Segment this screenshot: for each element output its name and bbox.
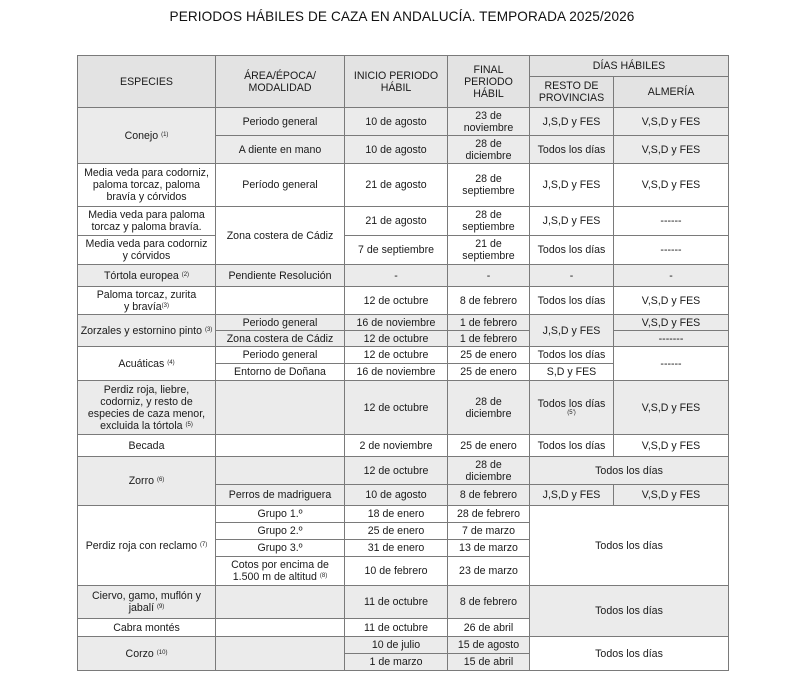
almeria-cell: V,S,D y FES — [614, 287, 729, 315]
table-row — [78, 457, 729, 485]
table-row — [78, 164, 729, 207]
final-cell: 25 de enero — [448, 347, 530, 364]
table-row — [78, 637, 729, 654]
almeria-cell: V,S,D y FES — [614, 485, 729, 506]
resto-cell: Todos los días — [530, 236, 614, 265]
area-cell: Grupo 2.º — [216, 523, 345, 540]
species-cell: Perdiz roja con reclamo $^{(7)}$ — [78, 506, 216, 586]
species-cell: Cabra montés — [78, 619, 216, 637]
almeria-cell: ------ — [614, 207, 729, 236]
final-cell: 28 de diciembre — [448, 457, 530, 485]
species-cell: Acuáticas $^{(4)}$ — [78, 347, 216, 381]
inicio-cell: 12 de octubre — [345, 381, 448, 435]
inicio-cell: 10 de agosto — [345, 485, 448, 506]
final-cell: 28 de febrero — [448, 506, 530, 523]
area-cell: Zona costera de Cádiz — [216, 331, 345, 347]
final-cell: - — [448, 265, 530, 287]
area-cell — [216, 381, 345, 435]
species-cell: Media veda para codorniz y córvidos — [78, 236, 216, 265]
area-cell: Período general — [216, 164, 345, 207]
area-cell: Perros de madriguera — [216, 485, 345, 506]
final-cell: 15 de agosto — [448, 637, 530, 654]
inicio-cell: 16 de noviembre — [345, 315, 448, 331]
final-cell: 1 de febrero — [448, 315, 530, 331]
table-row — [78, 506, 729, 523]
inicio-cell: 1 de marzo — [345, 654, 448, 671]
inicio-cell: 25 de enero — [345, 523, 448, 540]
almeria-cell: ------ — [614, 236, 729, 265]
almeria-cell: V,S,D y FES — [614, 315, 729, 331]
area-cell: Periodo general — [216, 315, 345, 331]
inicio-cell: 10 de julio — [345, 637, 448, 654]
header-final: FINAL PERIODO HÁBIL — [448, 56, 530, 108]
almeria-cell: V,S,D y FES — [614, 435, 729, 457]
species-cell: Becada — [78, 435, 216, 457]
dias-cell: Todos los días — [530, 457, 729, 485]
header-inicio: INICIO PERIODO HÁBIL — [345, 56, 448, 108]
resto-cell: J,S,D y FES — [530, 164, 614, 207]
species-cell: Ciervo, gamo, muflón y jabalí $^{(9)}$ — [78, 586, 216, 619]
area-cell — [216, 586, 345, 619]
resto-cell: J,S,D y FES — [530, 485, 614, 506]
resto-cell: S,D y FES — [530, 364, 614, 381]
table-row — [78, 236, 729, 265]
area-cell: Periodo general — [216, 108, 345, 136]
inicio-cell: 12 de octubre — [345, 287, 448, 315]
species-cell: Media veda para codorniz, paloma torcaz, paloma bravía y córvidos — [78, 164, 216, 207]
dias-cell: Todos los días — [530, 637, 729, 671]
table-row — [78, 287, 729, 315]
table-row — [78, 108, 729, 136]
header-dias-habiles: DÍAS HÁBILES — [530, 56, 729, 77]
inicio-cell: 21 de agosto — [345, 164, 448, 207]
inicio-cell: 31 de enero — [345, 540, 448, 557]
final-cell: 21 de septiembre — [448, 236, 530, 265]
area-cell — [216, 287, 345, 315]
final-cell: 28 de septiembre — [448, 164, 530, 207]
area-cell: Entorno de Doñana — [216, 364, 345, 381]
resto-cell: J,S,D y FES — [530, 108, 614, 136]
table-row — [78, 381, 729, 435]
inicio-cell: 12 de octubre — [345, 331, 448, 347]
inicio-cell: 10 de agosto — [345, 136, 448, 164]
final-cell: 8 de febrero — [448, 287, 530, 315]
area-cell: Grupo 1.º — [216, 506, 345, 523]
final-cell: 23 de marzo — [448, 557, 530, 586]
final-cell: 26 de abril — [448, 619, 530, 637]
final-cell: 28 de diciembre — [448, 136, 530, 164]
species-cell: Zorro $^{(6)}$ — [78, 457, 216, 506]
area-cell: Cotos por encima de 1.500 m de altitud $^{(8)}$ — [216, 557, 345, 586]
area-cell: Periodo general — [216, 347, 345, 364]
table-row — [78, 207, 729, 236]
almeria-cell: V,S,D y FES — [614, 381, 729, 435]
final-cell: 15 de abril — [448, 654, 530, 671]
species-cell: Corzo $^{(10)}$ — [78, 637, 216, 671]
table-row — [78, 347, 729, 364]
page-title: PERIODOS HÁBILES DE CAZA EN ANDALUCÍA. TEMPORADA 2025/2026 — [169, 9, 635, 24]
species-cell: Paloma torcaz, zurita y bravía$^{(3)}$ — [78, 287, 216, 315]
inicio-cell: 10 de agosto — [345, 108, 448, 136]
header-especies: ESPECIES — [78, 56, 216, 108]
area-cell — [216, 435, 345, 457]
dias-cell: Todos los días — [530, 586, 729, 637]
species-cell: Conejo $^{(1)}$ — [78, 108, 216, 164]
table-row — [78, 435, 729, 457]
area-cell — [216, 619, 345, 637]
species-cell: Media veda para paloma torcaz y paloma bravía. — [78, 207, 216, 236]
resto-cell: Todos los días — [530, 136, 614, 164]
inicio-cell: 12 de octubre — [345, 347, 448, 364]
final-cell: 28 de septiembre — [448, 207, 530, 236]
inicio-cell: 2 de noviembre — [345, 435, 448, 457]
final-cell: 25 de enero — [448, 364, 530, 381]
area-cell: Grupo 3.º — [216, 540, 345, 557]
almeria-cell: ------- — [614, 331, 729, 347]
header-almeria: ALMERÍA — [614, 77, 729, 108]
final-cell: 1 de febrero — [448, 331, 530, 347]
resto-cell: Todos los días — [530, 435, 614, 457]
resto-cell: Todos los días — [530, 347, 614, 364]
resto-cell: J,S,D y FES — [530, 315, 614, 347]
species-cell: Perdiz roja, liebre, codorniz, y resto de especies de caza menor, excluida la tórtola $^{(5)}$ — [78, 381, 216, 435]
inicio-cell: 16 de noviembre — [345, 364, 448, 381]
final-cell: 7 de marzo — [448, 523, 530, 540]
final-cell: 8 de febrero — [448, 485, 530, 506]
final-cell: 25 de enero — [448, 435, 530, 457]
resto-cell: - — [530, 265, 614, 287]
header-resto: RESTO DE PROVINCIAS — [530, 77, 614, 108]
inicio-cell: - — [345, 265, 448, 287]
final-cell: 8 de febrero — [448, 586, 530, 619]
resto-cell: J,S,D y FES — [530, 207, 614, 236]
almeria-cell: - — [614, 265, 729, 287]
final-cell: 13 de marzo — [448, 540, 530, 557]
hunting-periods-table — [77, 55, 729, 671]
resto-cell: Todos los días — [530, 287, 614, 315]
final-cell: 23 de noviembre — [448, 108, 530, 136]
area-cell: A diente en mano — [216, 136, 345, 164]
inicio-cell: 11 de octubre — [345, 619, 448, 637]
dias-cell: Todos los días — [530, 506, 729, 586]
final-cell: 28 de diciembre — [448, 381, 530, 435]
inicio-cell: 21 de agosto — [345, 207, 448, 236]
table-row — [78, 265, 729, 287]
area-cell: Zona costera de Cádiz — [216, 207, 345, 265]
header-area: ÁREA/ÉPOCA/ MODALIDAD — [216, 56, 345, 108]
almeria-cell: V,S,D y FES — [614, 108, 729, 136]
table-row — [78, 586, 729, 619]
area-cell — [216, 637, 345, 671]
inicio-cell: 18 de enero — [345, 506, 448, 523]
table-row — [78, 315, 729, 331]
almeria-cell: V,S,D y FES — [614, 136, 729, 164]
species-cell: Zorzales y estornino pinto $^{(3)}$ — [78, 315, 216, 347]
resto-cell: Todos los días (5') — [530, 381, 614, 435]
inicio-cell: 7 de septiembre — [345, 236, 448, 265]
almeria-cell: V,S,D y FES — [614, 164, 729, 207]
species-cell: Tórtola europea $^{(2)}$ — [78, 265, 216, 287]
area-cell — [216, 457, 345, 485]
inicio-cell: 11 de octubre — [345, 586, 448, 619]
inicio-cell: 10 de febrero — [345, 557, 448, 586]
area-cell: Pendiente Resolución — [216, 265, 345, 287]
almeria-cell: ------ — [614, 347, 729, 381]
inicio-cell: 12 de octubre — [345, 457, 448, 485]
